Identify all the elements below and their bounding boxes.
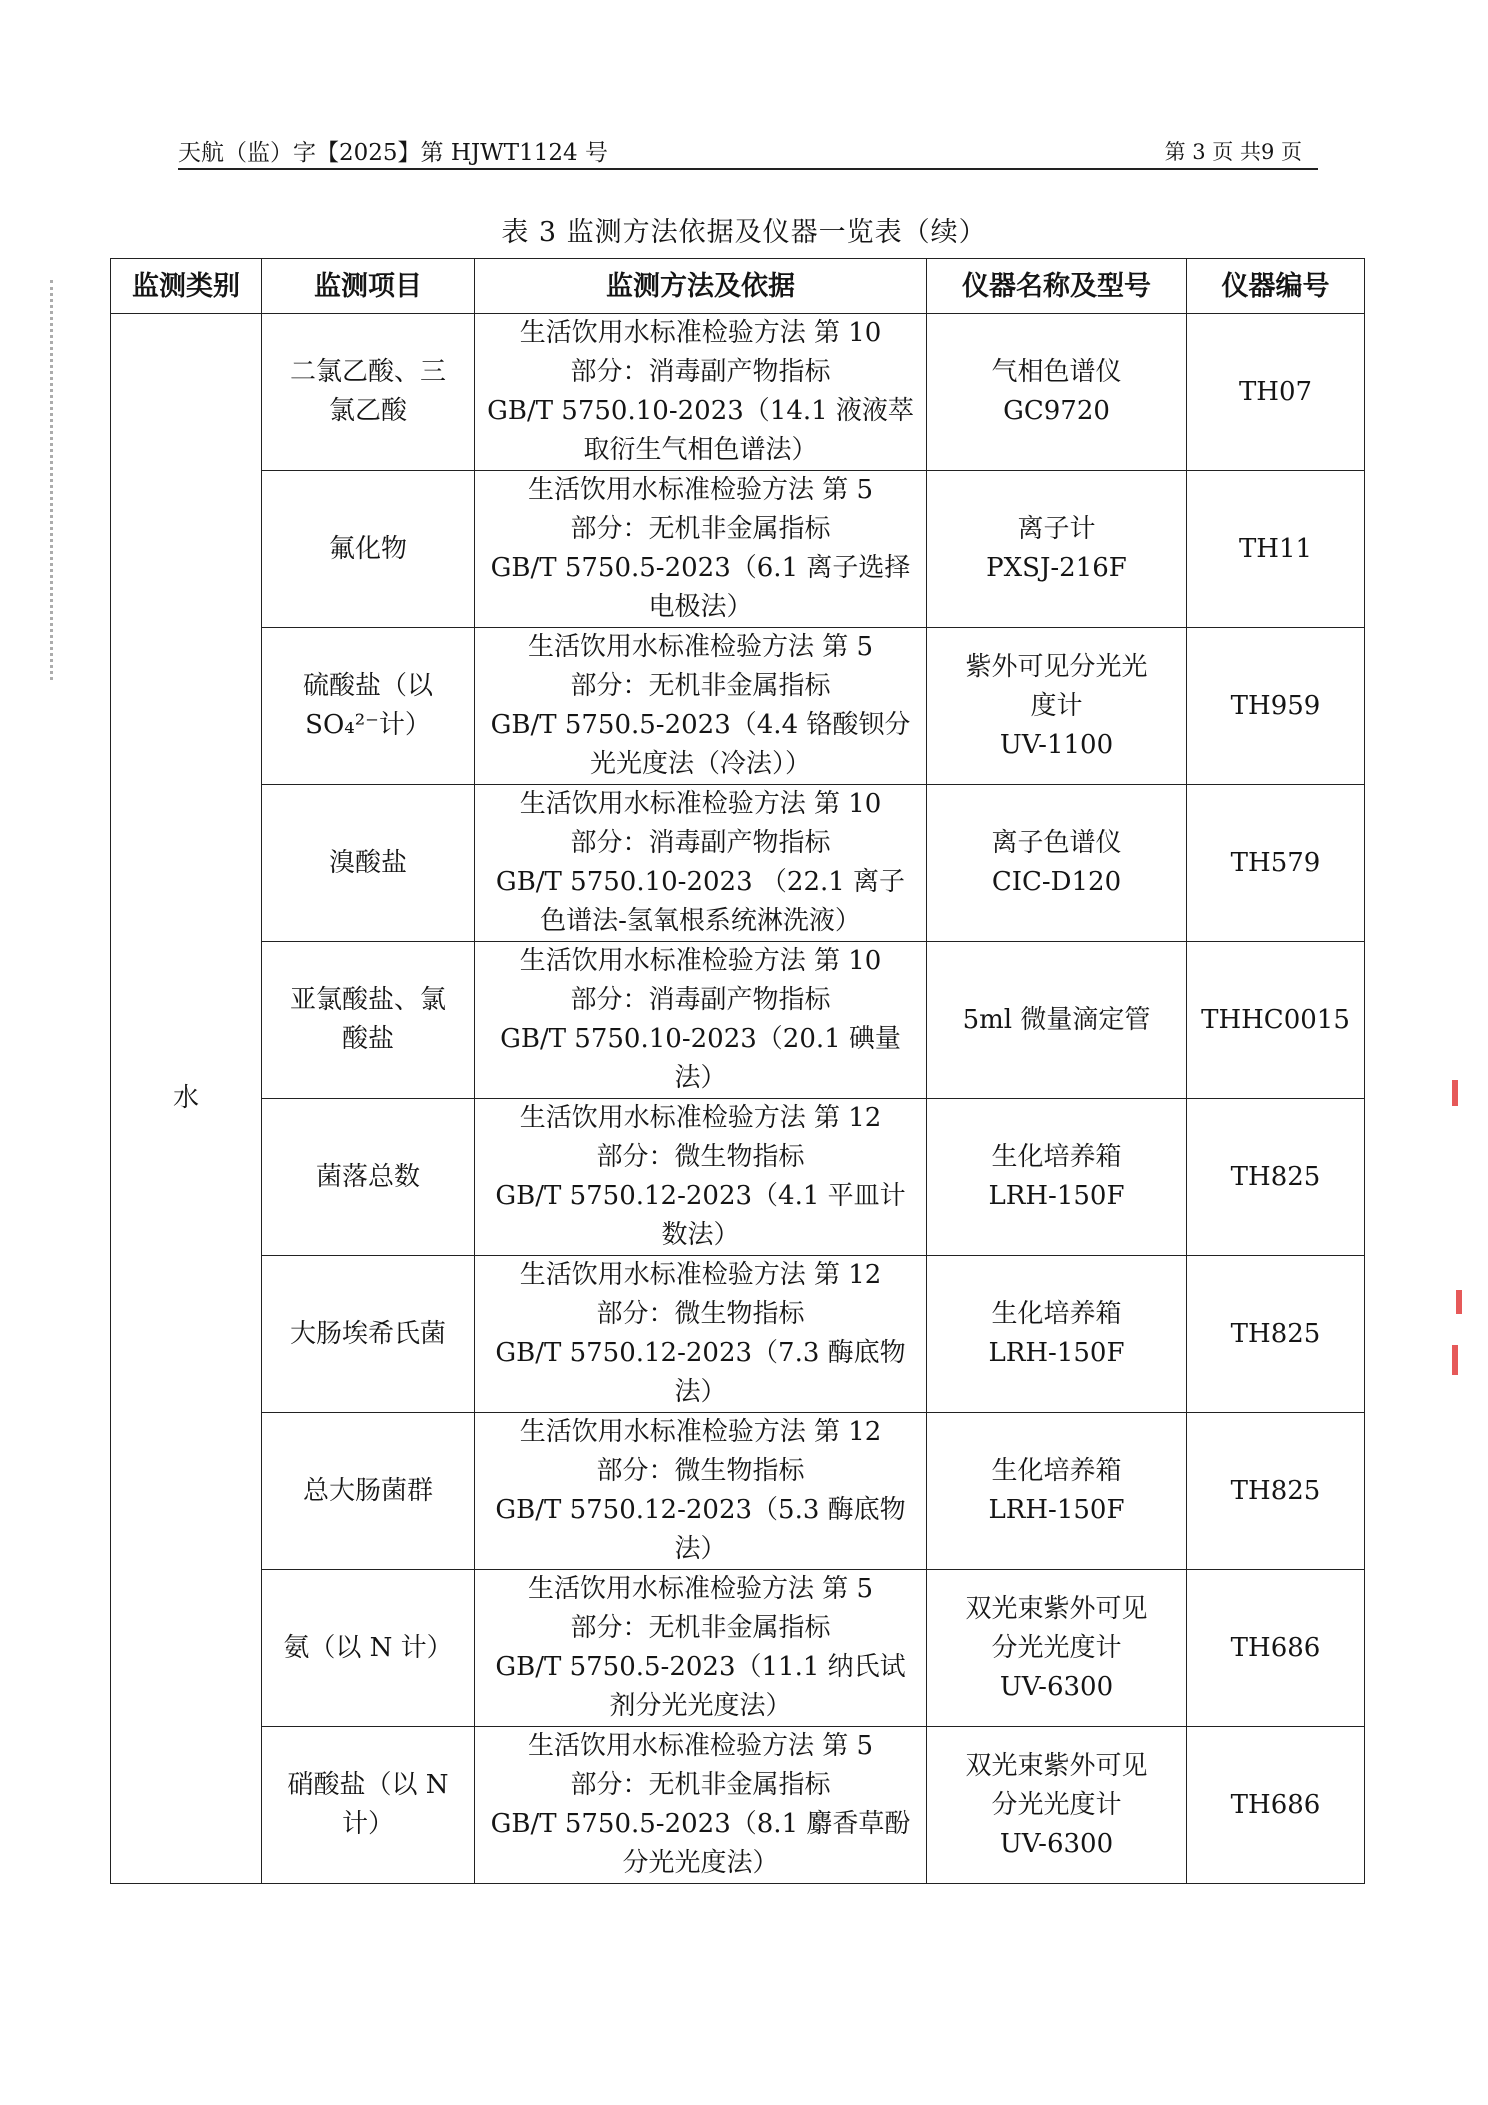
- header-method: 监测方法及依据: [475, 259, 927, 314]
- item-cell: 菌落总数: [262, 1099, 475, 1256]
- binding-stamp-mark: [50, 280, 63, 680]
- item-cell: 大肠埃希氏菌: [262, 1256, 475, 1413]
- seal-edge-mark: [1452, 1080, 1458, 1106]
- table-row: [111, 1099, 1365, 1256]
- table-row: [111, 471, 1365, 628]
- instrument-cell: 生化培养箱 LRH-150F: [927, 1256, 1187, 1413]
- methods-instruments-table: [110, 258, 1365, 1884]
- instrument-number-cell: TH11: [1187, 471, 1365, 628]
- table-row: [111, 1413, 1365, 1570]
- method-cell: 生活饮用水标准检验方法 第 5 部分：无机非金属指标 GB/T 5750.5-2023（8.1 麝香草酚 分光光度法）: [475, 1727, 927, 1884]
- table-row: [111, 1570, 1365, 1727]
- instrument-cell: 紫外可见分光光 度计 UV-1100: [927, 628, 1187, 785]
- instrument-cell: 生化培养箱 LRH-150F: [927, 1099, 1187, 1256]
- header-number: 仪器编号: [1187, 259, 1365, 314]
- method-cell: 生活饮用水标准检验方法 第 10 部分：消毒副产物指标 GB/T 5750.10-2023 （22.1 离子 色谱法-氢氧根系统淋洗液）: [475, 785, 927, 942]
- table-row: [111, 1256, 1365, 1413]
- method-cell: 生活饮用水标准检验方法 第 12 部分：微生物指标 GB/T 5750.12-2023（7.3 酶底物 法）: [475, 1256, 927, 1413]
- table-header-row: [111, 259, 1365, 314]
- category-cell: 水: [111, 314, 262, 1884]
- table-row: [111, 785, 1365, 942]
- instrument-cell: 离子计 PXSJ-216F: [927, 471, 1187, 628]
- instrument-number-cell: TH686: [1187, 1727, 1365, 1884]
- instrument-number-cell: TH579: [1187, 785, 1365, 942]
- method-cell: 生活饮用水标准检验方法 第 5 部分：无机非金属指标 GB/T 5750.5-2023（4.4 铬酸钡分 光光度法（冷法））: [475, 628, 927, 785]
- page-header: [178, 128, 1318, 170]
- method-cell: 生活饮用水标准检验方法 第 10 部分：消毒副产物指标 GB/T 5750.10-2023（14.1 液液萃 取衍生气相色谱法）: [475, 314, 927, 471]
- item-cell: 氟化物: [262, 471, 475, 628]
- item-cell: 亚氯酸盐、氯 酸盐: [262, 942, 475, 1099]
- table-caption: 表 3 监测方法依据及仪器一览表（续）: [501, 217, 987, 248]
- item-cell: 硝酸盐（以 N 计）: [262, 1727, 475, 1884]
- instrument-cell: 双光束紫外可见 分光光度计 UV-6300: [927, 1570, 1187, 1727]
- header-category: 监测类别: [111, 259, 262, 314]
- seal-edge-mark: [1456, 1290, 1462, 1314]
- instrument-number-cell: TH686: [1187, 1570, 1365, 1727]
- method-cell: 生活饮用水标准检验方法 第 5 部分：无机非金属指标 GB/T 5750.5-2023（6.1 离子选择 电极法）: [475, 471, 927, 628]
- method-cell: 生活饮用水标准检验方法 第 5 部分：无机非金属指标 GB/T 5750.5-2023（11.1 纳氏试 剂分光光度法）: [475, 1570, 927, 1727]
- instrument-cell: 5ml 微量滴定管: [927, 942, 1187, 1099]
- instrument-number-cell: TH825: [1187, 1256, 1365, 1413]
- table-row: [111, 628, 1365, 785]
- instrument-cell: 双光束紫外可见 分光光度计 UV-6300: [927, 1727, 1187, 1884]
- instrument-number-cell: TH825: [1187, 1413, 1365, 1570]
- instrument-cell: 离子色谱仪 CIC-D120: [927, 785, 1187, 942]
- instrument-cell: 气相色谱仪 GC9720: [927, 314, 1187, 471]
- instrument-number-cell: TH07: [1187, 314, 1365, 471]
- item-cell: 总大肠菌群: [262, 1413, 475, 1570]
- header-item: 监测项目: [262, 259, 475, 314]
- page-number: 第 3 页 共9 页: [1164, 140, 1302, 164]
- report-number: 天航（监）字【2025】第 HJWT1124 号: [178, 140, 608, 166]
- method-cell: 生活饮用水标准检验方法 第 12 部分：微生物指标 GB/T 5750.12-2023（4.1 平皿计 数法）: [475, 1099, 927, 1256]
- method-cell: 生活饮用水标准检验方法 第 10 部分：消毒副产物指标 GB/T 5750.10-2023（20.1 碘量 法）: [475, 942, 927, 1099]
- table-row: [111, 314, 1365, 471]
- instrument-number-cell: TH825: [1187, 1099, 1365, 1256]
- item-cell: 溴酸盐: [262, 785, 475, 942]
- table-row: [111, 1727, 1365, 1884]
- instrument-number-cell: TH959: [1187, 628, 1365, 785]
- header-instrument: 仪器名称及型号: [927, 259, 1187, 314]
- table-row: [111, 942, 1365, 1099]
- instrument-number-cell: THHC0015: [1187, 942, 1365, 1099]
- seal-edge-mark: [1452, 1345, 1458, 1375]
- method-cell: 生活饮用水标准检验方法 第 12 部分：微生物指标 GB/T 5750.12-2023（5.3 酶底物 法）: [475, 1413, 927, 1570]
- instrument-cell: 生化培养箱 LRH-150F: [927, 1413, 1187, 1570]
- item-cell: 氨（以 N 计）: [262, 1570, 475, 1727]
- item-cell: 硫酸盐（以 SO₄²⁻计）: [262, 628, 475, 785]
- item-cell: 二氯乙酸、三 氯乙酸: [262, 314, 475, 471]
